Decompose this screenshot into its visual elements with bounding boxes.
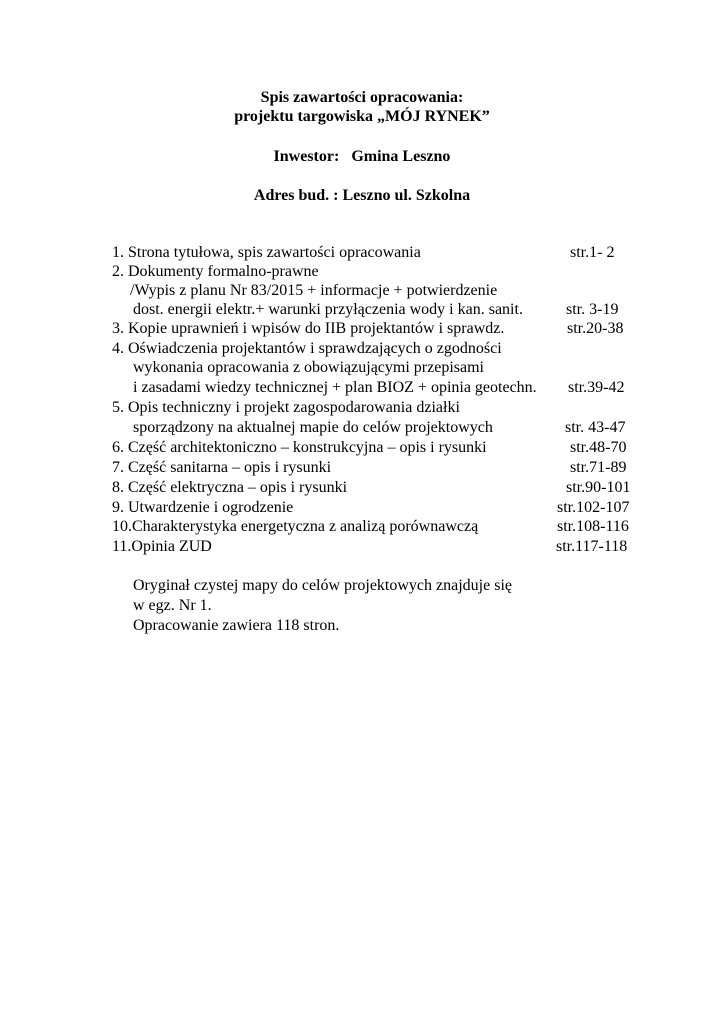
toc-item-9 bbox=[112, 498, 293, 517]
toc-pages: str. 43-47 bbox=[565, 419, 626, 436]
toc-text: Część architektoniczno – konstrukcyjna – opis i rysunki bbox=[128, 439, 487, 456]
toc-text: wykonania opracowania z obowiązującymi przepisami bbox=[133, 359, 484, 376]
toc-pages: str.39-42 bbox=[568, 379, 625, 396]
toc-text: /Wypis z planu Nr 83/2015 + informacje + potwierdzenie bbox=[130, 282, 498, 299]
toc-pages: str.117-118 bbox=[556, 538, 628, 555]
toc-item-6 bbox=[112, 438, 487, 457]
address-line: Adres bud. : Leszno ul. Szkolna bbox=[253, 187, 471, 204]
toc-text: Charakterystyka energetyczna z analizą porównawczą bbox=[132, 518, 479, 535]
investor-value: Gmina Leszno bbox=[351, 148, 451, 165]
toc-text: Opis techniczny i projekt zagospodarowania działki bbox=[128, 399, 460, 416]
toc-number: 4. bbox=[112, 340, 124, 357]
toc-item-3 bbox=[112, 319, 504, 338]
toc-pages: str.20-38 bbox=[567, 320, 624, 337]
toc-pages: str.102-107 bbox=[557, 499, 630, 516]
toc-number: 5. bbox=[112, 399, 124, 416]
toc-item-7 bbox=[112, 458, 331, 477]
toc-pages: str.1- 2 bbox=[570, 244, 615, 261]
toc-text: i zasadami wiedzy technicznej + plan BIOZ + opinia geotechn. bbox=[133, 379, 537, 396]
toc-pages: str.108-116 bbox=[557, 518, 629, 535]
toc-text: Część sanitarna – opis i rysunki bbox=[128, 459, 332, 476]
toc-pages: str.48-70 bbox=[570, 439, 627, 456]
toc-text: Opinia ZUD bbox=[131, 538, 212, 555]
note-line-2: w egz. Nr 1. bbox=[133, 597, 212, 614]
note-line-1: Oryginał czystej mapy do celów projektowych znajduje się bbox=[133, 577, 512, 594]
toc-text: Kopie uprawnień i wpisów do IIB projektantów i sprawdz. bbox=[128, 320, 505, 337]
toc-number: 2. bbox=[112, 263, 124, 280]
toc-number: 1. bbox=[112, 244, 124, 261]
toc-text: sporządzony na aktualnej mapie do celów projektowych bbox=[133, 419, 493, 436]
toc-text: Dokumenty formalno-prawne bbox=[128, 263, 319, 280]
toc-text: Strona tytułowa, spis zawartości opracowania bbox=[128, 244, 421, 261]
toc-number: 8. bbox=[112, 479, 124, 496]
note-line-3: Opracowanie zawiera 118 stron. bbox=[133, 617, 340, 634]
title-line-2: projektu targowiska „MÓJ RYNEK” bbox=[234, 108, 490, 125]
investor-label: Inwestor: bbox=[273, 148, 340, 165]
toc-pages: str.90-101 bbox=[566, 479, 631, 496]
toc-text: Część elektryczna – opis i rysunki bbox=[128, 479, 348, 496]
toc-number: 6. bbox=[112, 439, 124, 456]
toc-item-10 bbox=[112, 517, 478, 536]
toc-text: Utwardzenie i ogrodzenie bbox=[128, 499, 294, 516]
toc-text: Oświadczenia projektantów i sprawdzających o zgodności bbox=[128, 340, 502, 357]
toc-item-4 bbox=[112, 339, 502, 358]
toc-number: 9. bbox=[112, 499, 124, 516]
toc-item-11 bbox=[112, 537, 212, 556]
toc-item-1 bbox=[112, 243, 421, 262]
toc-item-8 bbox=[112, 478, 347, 497]
toc-item-5 bbox=[112, 398, 460, 417]
investor-line bbox=[0, 147, 724, 167]
title-line-1: Spis zawartości opracowania: bbox=[260, 89, 464, 106]
toc-number: 3. bbox=[112, 320, 124, 337]
toc-pages: str.71-89 bbox=[570, 459, 627, 476]
toc-item-2 bbox=[112, 262, 319, 281]
toc-number: 7. bbox=[112, 459, 124, 476]
toc-pages: str. 3-19 bbox=[566, 301, 619, 318]
toc-number: 10. bbox=[112, 518, 132, 535]
toc-text: dost. energii elektr.+ warunki przyłączenia wody i kan. sanit. bbox=[133, 301, 523, 318]
toc-number: 11. bbox=[112, 538, 132, 555]
